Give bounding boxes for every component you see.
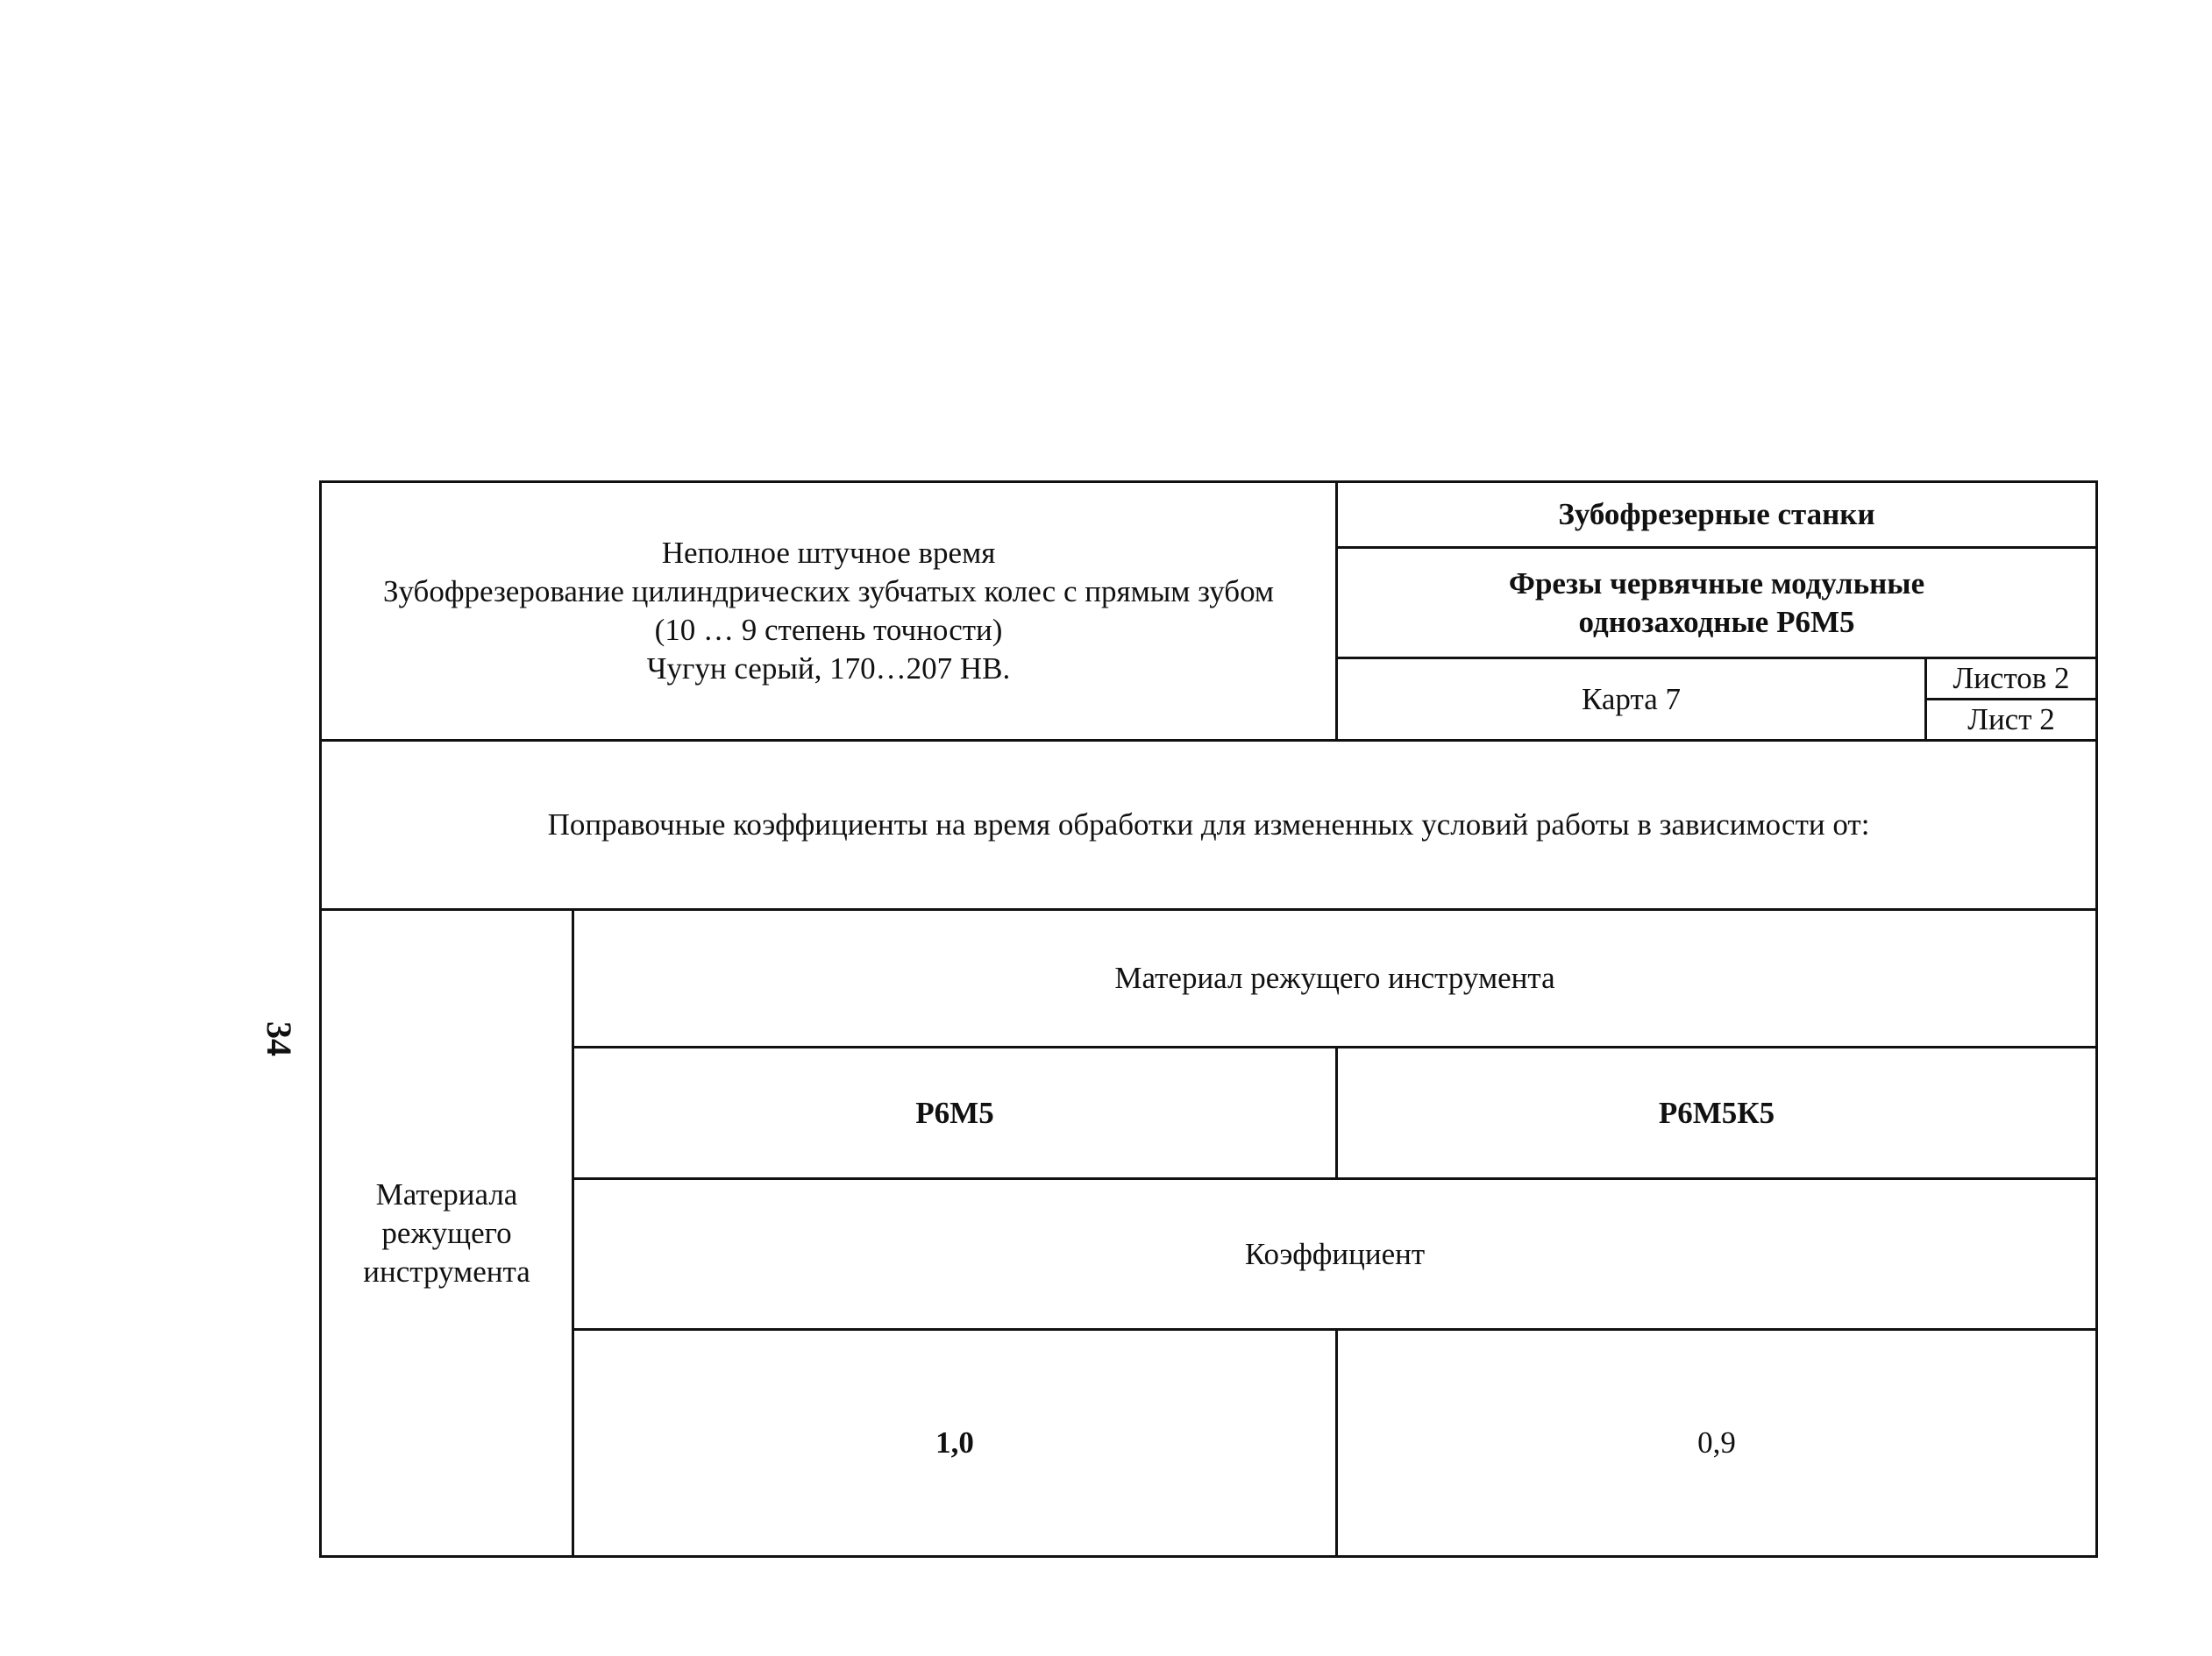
row-header-line-1: Материала [375,1176,518,1212]
section-title: Поправочные коэффициенты на время обработки для измененных условий работы в зависимости от: [321,741,2097,910]
card-number: Карта 7 [1337,658,1926,741]
column-header-p6m5: Р6М5 [573,1048,1337,1179]
row-header [321,910,573,1557]
coefficient-value-p6m5k5: 0,9 [1337,1330,2097,1557]
tool-description-line-1: Фрезы червячные модульные [1508,565,1925,601]
card-title-line-1: Неполное штучное время [661,536,996,570]
card-title-line-2: Зубофрезерование цилиндрических зубчатых колес с прямым зубом [382,574,1275,608]
card-title-line-4: Чугун серый, 170…207 НВ. [646,651,1011,686]
tool-description [1337,548,2097,658]
sheet-current: Лист 2 [1926,700,2097,741]
sheets-total: Листов 2 [1926,658,2097,700]
row-header-line-2: режущего [381,1215,512,1250]
column-header-p6m5k5: Р6М5К5 [1337,1048,2097,1179]
tool-description-line-2: однозаходные Р6М5 [1578,604,1855,639]
coefficient-label: Коэффициент [573,1179,2097,1330]
coefficient-value-p6m5: 1,0 [573,1330,1337,1557]
row-header-line-3: инструмента [363,1254,530,1289]
card-title [321,482,1337,741]
group-header: Материал режущего инструмента [573,910,2097,1048]
card-title-line-3: (10 … 9 степень точности) [654,613,1003,647]
norm-card-table [319,480,2098,1558]
page-number: 34 [260,1021,299,1056]
machine-group: Зубофрезерные станки [1337,482,2097,548]
